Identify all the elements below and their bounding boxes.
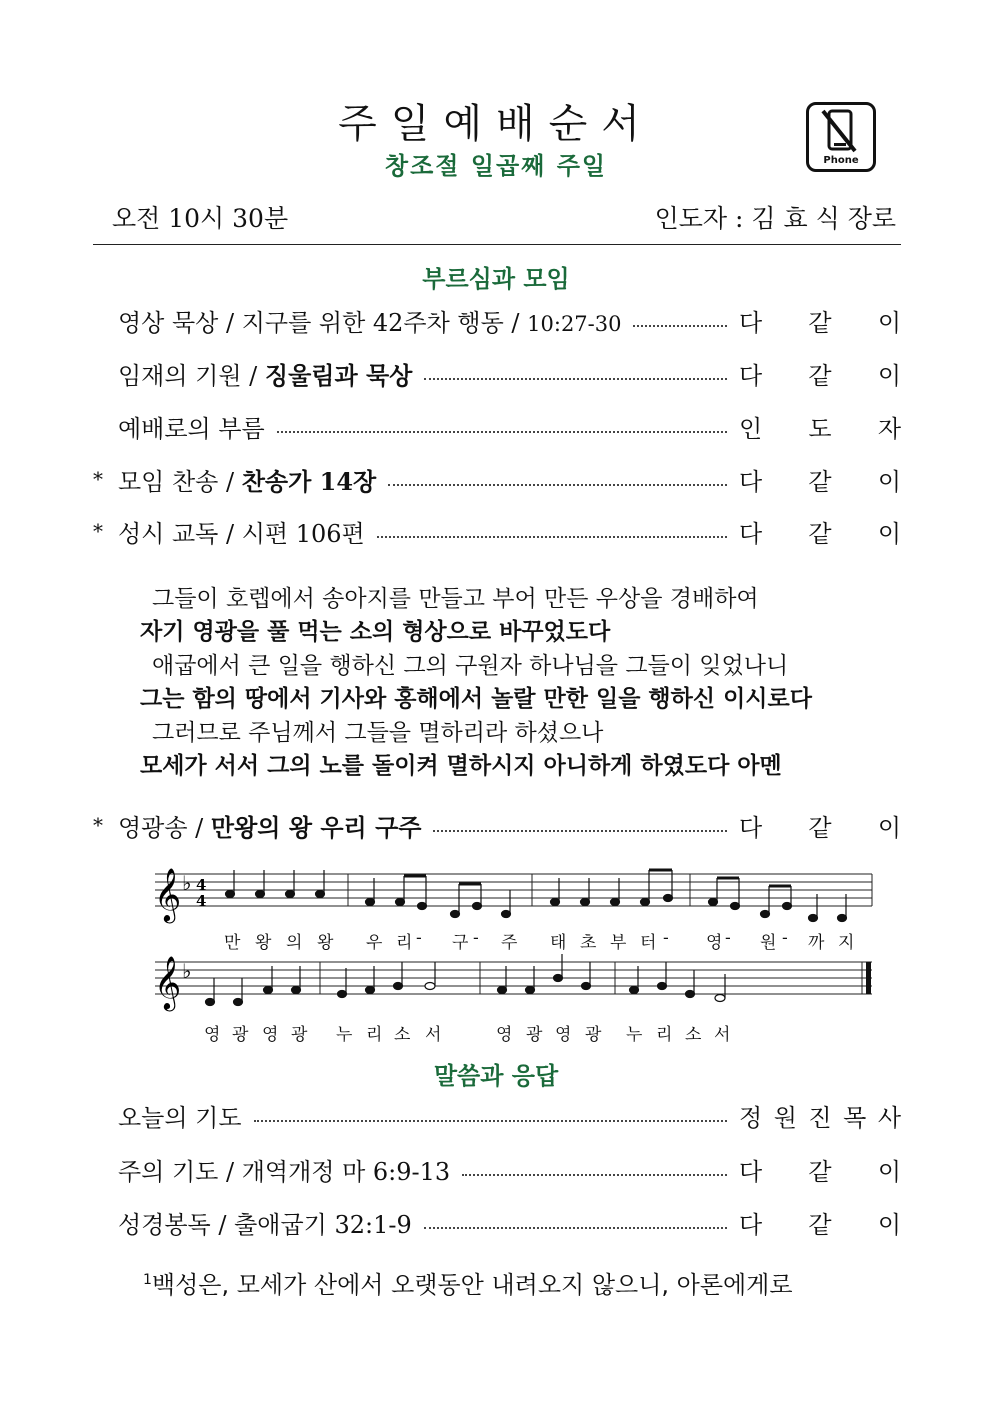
order-item-1 — [93, 302, 901, 338]
leader — [655, 199, 896, 235]
verse-number: 1 — [143, 1272, 152, 1288]
dot-leader — [633, 325, 727, 327]
svg-text:♭: ♭ — [182, 959, 192, 983]
svg-text:♭: ♭ — [182, 871, 192, 895]
reading-line-congregation: 모세가 서서 그의 노를 돌이켜 멸하시지 아니하게 하였도다 아멘 — [140, 753, 782, 779]
dot-leader — [462, 1174, 727, 1176]
reading-line-leader: 그들이 호렙에서 송아지를 만들고 부어 만든 우상을 경배하여 — [152, 586, 759, 612]
reading-line-congregation: 그는 함의 땅에서 기사와 홍해에서 놀랄 만한 일을 행하신 이시로다 — [140, 686, 812, 712]
item-responder: 다 같 이 — [739, 308, 901, 337]
item-responder: 정 원 진 목 사 — [739, 1103, 901, 1132]
dot-leader — [254, 1120, 727, 1122]
item-responder: 다 같 이 — [739, 467, 901, 496]
order-item-gloria — [93, 807, 901, 843]
item-responder: 다 같 이 — [739, 813, 901, 842]
lyrics-line-1: 만 왕 의 왕 우 리 - 구 - 주 태 초 부 터 - 영 - 원 - 까 지 — [224, 928, 855, 953]
dot-leader — [424, 378, 727, 380]
dot-leader — [277, 431, 727, 433]
svg-text:4: 4 — [196, 892, 207, 910]
order-item-5 — [93, 513, 901, 549]
header-divider — [93, 244, 901, 245]
phone-label: Phone — [823, 155, 859, 166]
required-mark: * — [93, 467, 103, 491]
item-label: 주의 기도 / 개역개정 마 6:9-13 — [118, 1157, 451, 1186]
item-responder: 다 같 이 — [739, 519, 901, 548]
dot-leader — [424, 1227, 727, 1229]
required-mark: * — [93, 519, 103, 543]
svg-text:𝄞: 𝄞 — [154, 867, 182, 921]
no-phone-icon — [806, 102, 876, 172]
reading-line-congregation: 자기 영광을 풀 먹는 소의 형상으로 바꾸었도다 — [140, 619, 611, 645]
item-label: 영상 묵상 / 지구를 위한 42주차 행동 / 10:27-30 — [118, 308, 622, 337]
item-label: 모임 찬송 / 찬송가 14장 — [118, 466, 377, 496]
leader-prefix: 인도자 : — [654, 204, 744, 233]
order-item-4 — [93, 461, 901, 497]
order-item-2 — [93, 355, 901, 391]
scripture-text — [143, 1265, 793, 1300]
page-subtitle: 창조절 일곱째 주일 — [384, 152, 608, 180]
order-item-prayer — [93, 1097, 901, 1133]
item-label: 예배로의 부름 — [118, 414, 265, 443]
item-label: 영광송 / 만왕의 왕 우리 구주 — [118, 812, 422, 842]
section-heading-word: 말씀과 응답 — [433, 1062, 559, 1090]
item-responder: 인 도 자 — [739, 414, 901, 443]
dot-leader — [377, 536, 727, 538]
item-responder: 다 같 이 — [739, 1157, 901, 1186]
item-label: 성경봉독 / 출애굽기 32:1-9 — [118, 1210, 412, 1239]
item-responder: 다 같 이 — [739, 1210, 901, 1239]
page-title: 주일예배순서 — [338, 101, 654, 147]
item-label: 임재의 기원 / 징울림과 묵상 — [118, 360, 413, 390]
svg-text:4: 4 — [196, 876, 207, 894]
dot-leader — [433, 830, 727, 832]
service-time: 오전 10시 30분 — [112, 204, 289, 233]
item-label: 오늘의 기도 — [118, 1103, 242, 1132]
required-mark: * — [93, 813, 103, 837]
lyrics-line-2: 영 광 영 광 누 리 소 서 영 광 영 광 누 리 소 서 — [204, 1025, 731, 1045]
item-responder: 다 같 이 — [739, 361, 901, 390]
item-label: 성시 교독 / 시편 106편 — [118, 519, 365, 548]
dot-leader — [388, 484, 727, 486]
reading-line-leader: 애굽에서 큰 일을 행하신 그의 구원자 하나님을 그들이 잊었나니 — [152, 653, 789, 679]
svg-text:𝄞: 𝄞 — [154, 955, 182, 1009]
order-item-3 — [93, 408, 901, 444]
order-item-scripture — [93, 1204, 901, 1240]
reading-line-leader: 그러므로 주님께서 그들을 멸하리라 하셨으나 — [152, 720, 604, 746]
leader-name: 김 효 식 장로 — [751, 204, 896, 233]
section-heading-gathering: 부르심과 모임 — [422, 265, 570, 293]
verse-text: 백성은, 모세가 산에서 오랫동안 내려오지 않으니, 아론에게로 — [151, 1271, 793, 1299]
order-item-lords-prayer — [93, 1151, 901, 1187]
